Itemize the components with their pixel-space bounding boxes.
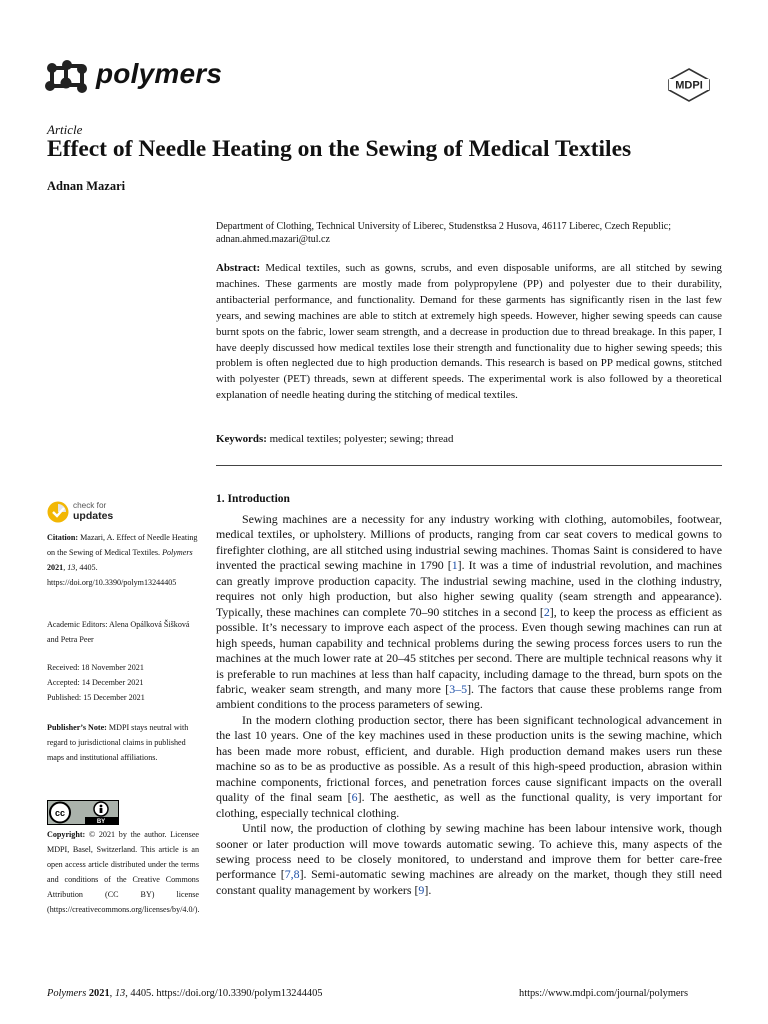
section-divider [216, 465, 722, 466]
footer-journal: Polymers [47, 988, 87, 999]
polymers-logo-icon [42, 58, 92, 98]
footer-year: 2021 [88, 988, 110, 999]
cc-by-label: BY [96, 819, 106, 825]
reference-link[interactable]: 6 [351, 790, 358, 805]
footer-citation: Polymers 2021, 13, 4405. https://doi.org/10.3390/polym13244405 [47, 988, 323, 999]
paragraph-text: ], to keep the process as efficient as possible. It’s necessary to improve each aspect of the process. Even though sewing machines can run at high speeds, human capability and technical problems during the sewing process forces users to run the machines at the much lower rate at 20–45 stitches per second. There are multiple technical reasons why it is preferable to run machines at less than half capacity, including damage to the thread, burn spots on the fabric, weaker seam strength, and many more [ [216, 604, 722, 696]
footer-journal-url[interactable]: https://www.mdpi.com/journal/polymers [519, 988, 689, 999]
affiliation [216, 220, 726, 246]
paragraph-text: ]. Semi-automatic sewing machines are already on the market, though they still need constant quality management by workers [ [216, 867, 722, 897]
article-title: Effect of Needle Heating on the Sewing of Medical Textiles [47, 136, 632, 162]
paragraph [216, 821, 722, 898]
paragraph-text: Until now, the production of clothing by sewing machine has been labour intensive work, though sooner or later production will move towards automatic sewing. To achieve this, many aspects of the sewing process need to be closely monitored, to understand and improve them for better care-free performance [ [216, 821, 722, 882]
paragraph-text: Sewing machines are a necessity for any industry working with clothing, automobiles, footwear, medical textiles, or upholstery. Millions of products, ranging from car seat covers to medical gowns to firefighter clothing, are all stitched using industrial sewing machines. Thomas Saint is considered to have invented the practical sewing machine in 1790 [ [216, 512, 722, 573]
mdpi-logo-text: MDPI [675, 79, 703, 92]
reference-link[interactable]: 9 [418, 882, 425, 897]
cc-by-license-badge[interactable] [47, 800, 119, 825]
copyright-label: Copyright: [47, 830, 86, 839]
reference-link[interactable]: 2 [543, 604, 550, 619]
received-date: Received: 18 November 2021 [47, 663, 144, 672]
copyright-block [47, 827, 199, 918]
author-name: Adnan Mazari [47, 179, 126, 193]
citation-doi[interactable]: , 4405. https://doi.org/10.3390/polym13244405 [47, 563, 177, 588]
footer-doi[interactable]: , 4405. https://doi.org/10.3390/polym13244405 [125, 988, 323, 999]
paragraph-text: ]. The aesthetic, as well as the functional quality, is very important for clothing, especially technical clothing. [216, 790, 722, 820]
accepted-date: Accepted: 14 December 2021 [47, 678, 144, 688]
keywords-text: medical textiles; polyester; sewing; thread [269, 433, 454, 445]
check-for-updates-line2: updates [73, 510, 114, 522]
publisher-note-label: Publisher’s Note: [47, 723, 107, 732]
mdpi-logo-icon [667, 68, 711, 102]
abstract-label: Abstract: [216, 262, 261, 274]
dates-block [47, 660, 199, 705]
publisher-note [47, 720, 199, 765]
paragraph-text: ]. The factors that cause these problems range from ambient conditions to the process parameters of sewing. [216, 681, 722, 712]
citation-block: Citation: Mazari, A. Effect of Needle Heating on the Sewing of Medical Textiles. Polymers 2021, 13, 4405. https://doi.org/10.3390/polym13244405 [47, 533, 198, 588]
paragraph-text: ]. It was a time of industrial revolution, and machines can greatly improve production capacity. The industrial sewing machine, used in the clothing industry, requires not only high production, but also higher sewing quality (seam strength and appearance). Typically, these machines can complete 70–90 stitches in a second [ [216, 558, 722, 619]
keywords [216, 433, 722, 445]
section-body [216, 512, 722, 898]
paragraph [216, 512, 722, 713]
publisher-note-text: MDPI stays neutral with regard to jurisdictional claims in published maps and institutional affiliations. [47, 723, 189, 763]
abstract-text: Medical textiles, such as gowns, scrubs, and even disposable uniforms, are all stitched by sewing machines. These garments are mostly made from polypropylene (PP) and polyester due to their durability, antibacterial performance, and functionality. Demand for these garments has significantly risen in the last few years, and sewing machines are able to stitch at extremely high speeds. However, higher sewing speeds can cause burnt spots on the fabric, lower seam strength, and a decrease in production due to thread breakage. In this paper, I have deeply discussed how medical textiles lose their strength and functionality due to higher sewing speeds; this problem is often neglected due to high production demands. This research is based on PP medical gowns, stitched with polyester (PET) threads, sewn at different speeds. The experimental work is also followed by a theoretical explanation of needle heating during the stitching of medical textiles. [216, 262, 723, 402]
abstract [216, 261, 722, 404]
citation-label: Citation: [47, 533, 79, 542]
citation-year: 2021 [47, 563, 64, 573]
svg-text:cc: cc [54, 808, 66, 818]
citation-text: Mazari, A. Effect of Needle Heating on the Sewing of Medical Textiles. [47, 533, 198, 558]
reference-link[interactable]: 3–5 [449, 681, 468, 696]
journal-name: polymers [96, 58, 223, 89]
paragraph-text: In the modern clothing production sector, there has been significant technological advancement in the last 10 years. One of the key machines used in these production units is the sewing machine, which has been made more robust, efficient, and durable. High production demand makes users run these machine so as to be as productive as possible. As a result of this high-speed production, abrasion within machine components, frictional forces, and penetration forces cause significant impacts on the overall quality of the final seam [ [216, 712, 722, 805]
check-for-updates-line1: check for [73, 501, 107, 510]
keywords-label: Keywords: [216, 433, 267, 445]
section-heading: 1. Introduction [216, 493, 290, 505]
affiliation-text: Department of Clothing, Technical University of Liberec, Studenstksa 2 Husova, 46117 Liberec, Czech Republic; [216, 221, 672, 232]
author-email[interactable]: adnan.ahmed.mazari@tul.cz [216, 234, 330, 245]
mdpi-logo [667, 68, 711, 102]
citation-volume: 13 [67, 563, 76, 573]
citation-journal: Polymers [162, 548, 193, 558]
copyright-text: © 2021 by the author. Licensee MDPI, Basel, Switzerland. This article is an open access article distributed under the terms and conditions of the Creative Commons Attribution (CC BY) license (https://creativecommons.org/licenses/by/4.0/). [47, 830, 200, 915]
check-for-updates-icon [47, 501, 69, 523]
academic-editors: Academic Editors: Alena Opálková Šišková and Petra Peer [47, 620, 190, 645]
footer-volume: 13 [114, 988, 126, 999]
cc-by-license-icon [47, 800, 119, 825]
published-date: Published: 15 December 2021 [47, 693, 145, 703]
paragraph-text: ]. [424, 882, 432, 897]
check-for-updates-badge[interactable] [47, 501, 157, 525]
article-type: Article [47, 122, 83, 137]
reference-link[interactable]: 1 [451, 558, 458, 573]
paragraph [216, 713, 722, 821]
reference-link[interactable]: 7,8 [284, 867, 300, 882]
